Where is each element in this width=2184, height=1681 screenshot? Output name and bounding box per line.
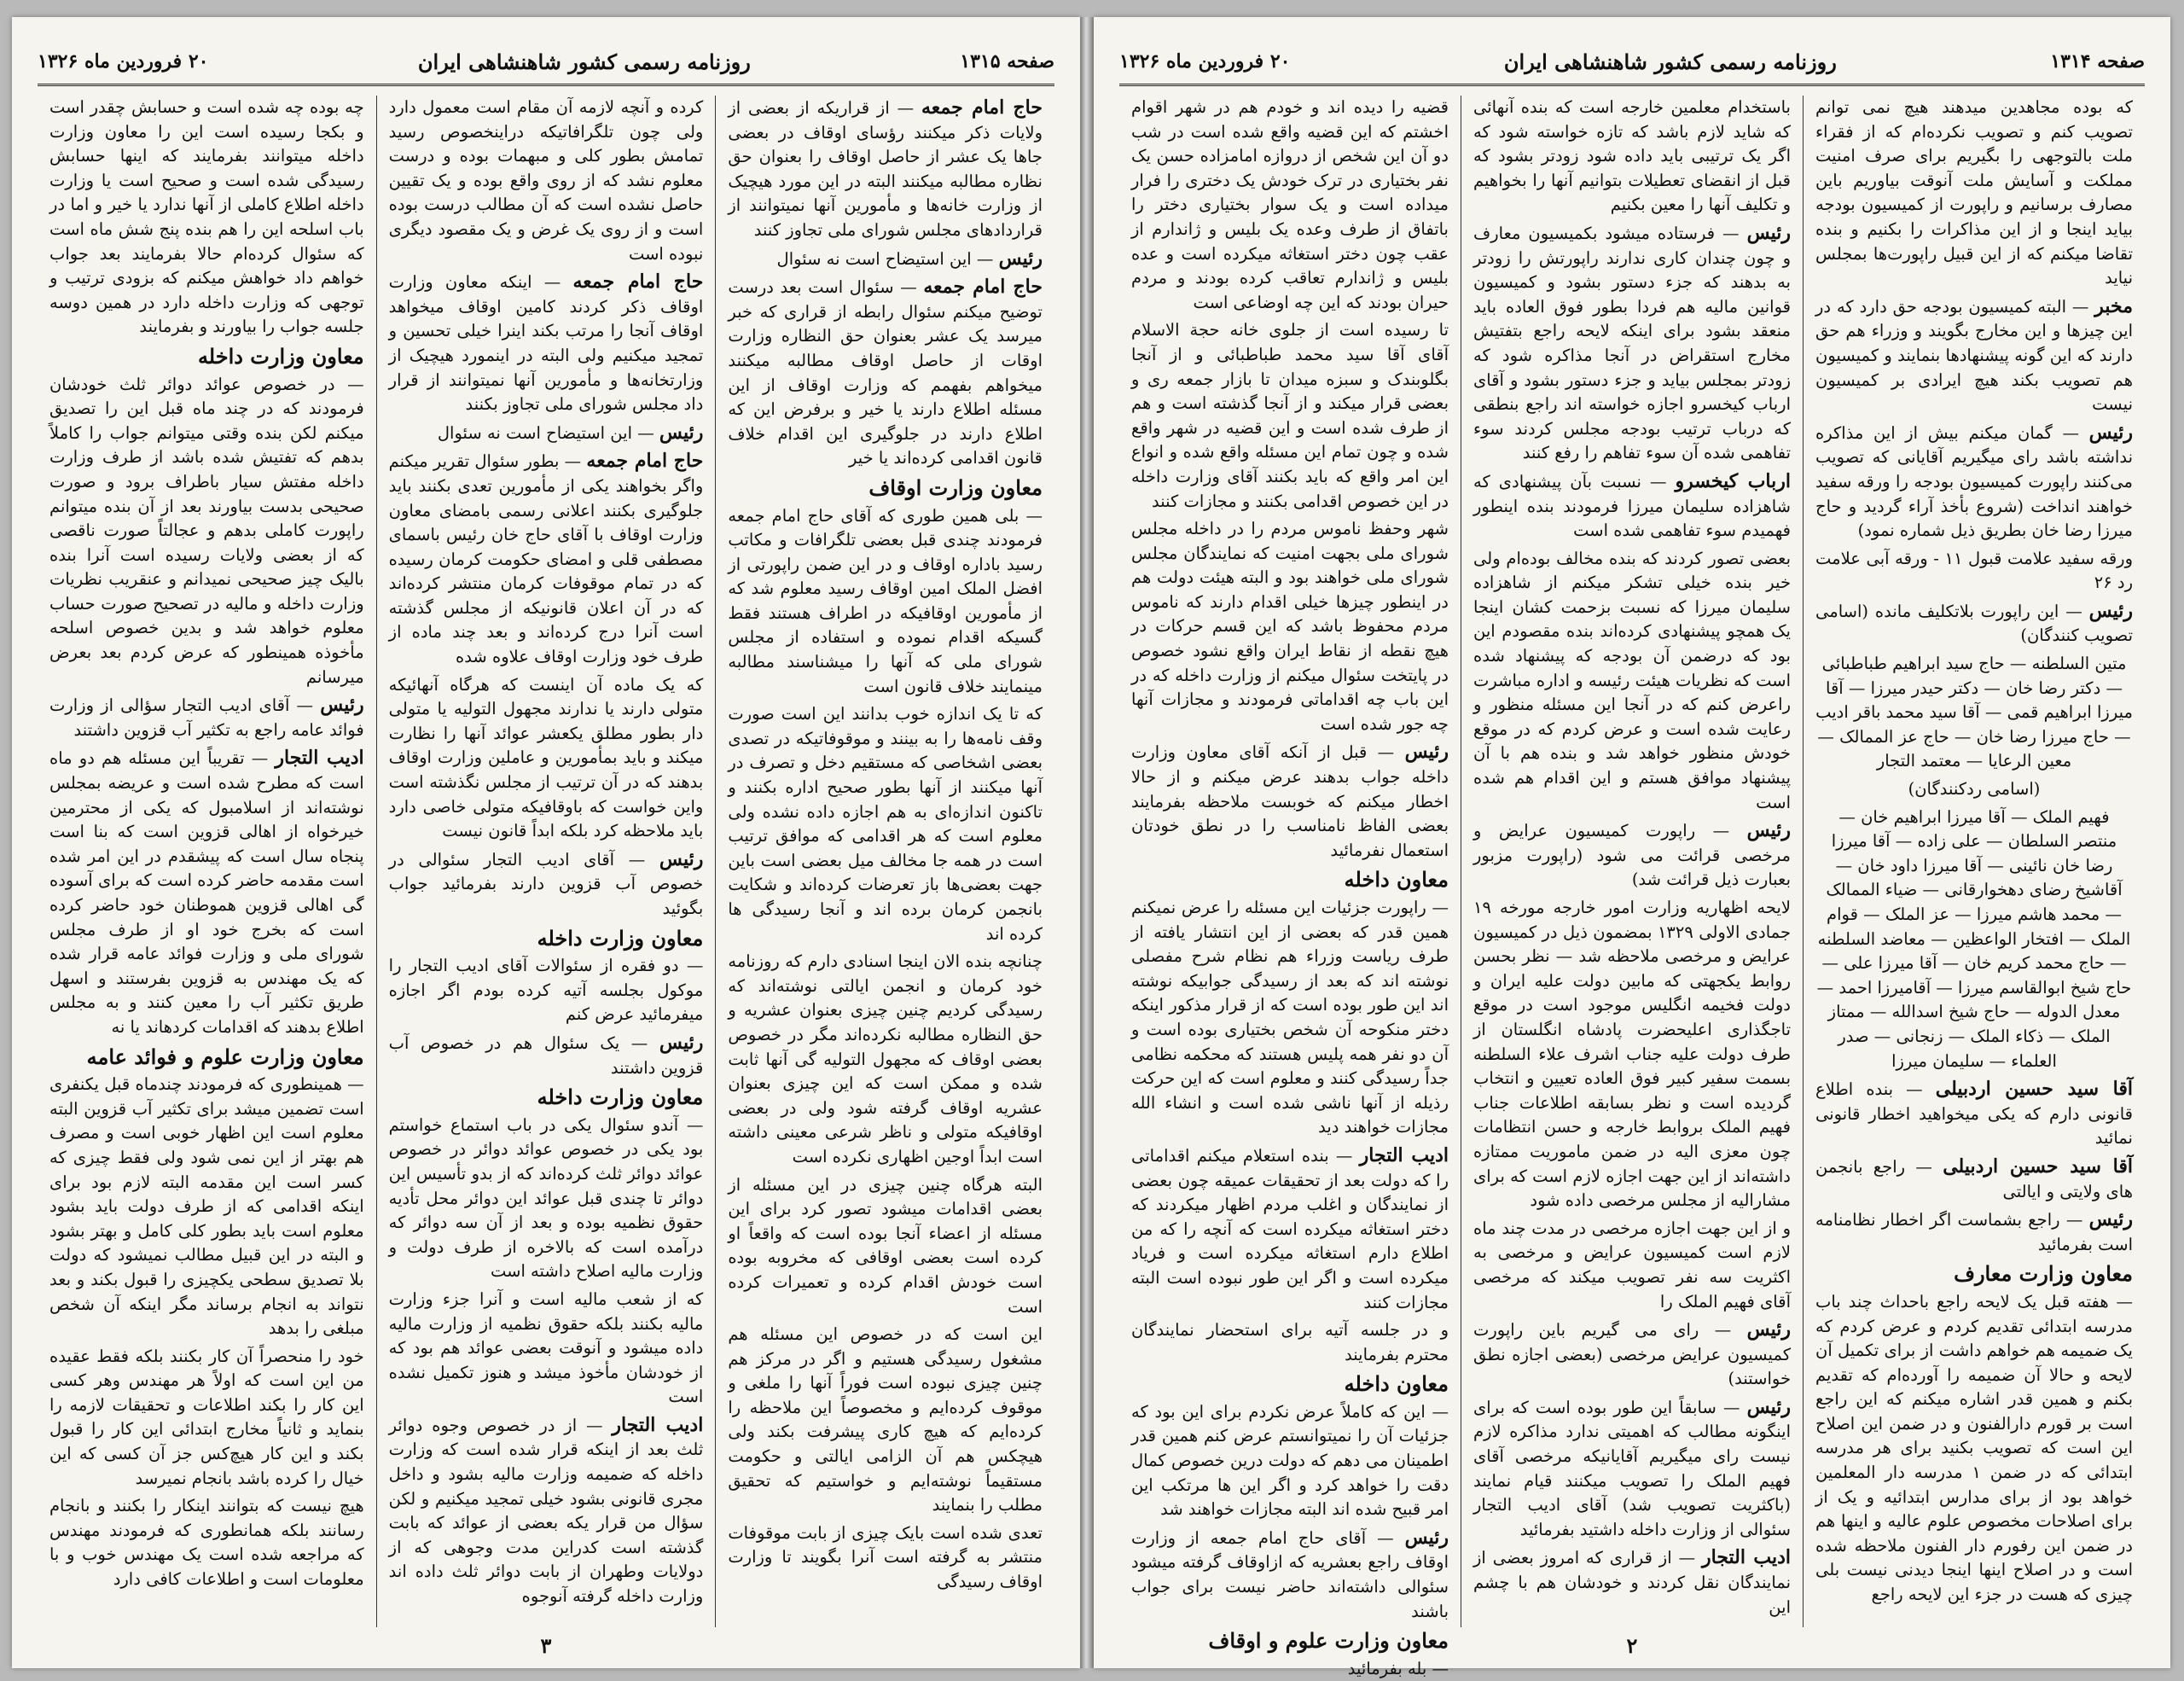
- paragraph-text: — آقای حاج امام جمعه از وزارت اوقاف راجع بعشریه که ازاوقاف گرفته میشود سئوالی داشته‌اند حاضر نیست برای جواب باشند: [1131, 1527, 1449, 1621]
- paragraph: [1815, 421, 2133, 544]
- section-heading: [1815, 1262, 2133, 1287]
- section-heading: [389, 927, 704, 951]
- paragraph-text: — قبل از آنکه آقای معاون وزارت داخله جواب بدهند عرض میکنم و از حالا اخطار میکنم که خوبست ملاحظه بفرمایند بعضی الفاظ نامناسب را در نطق خودتان استعمال نفرمائید: [1131, 742, 1449, 860]
- paragraph: [1473, 1545, 1791, 1620]
- paragraph-text: — در خصوص عوائد دوائر ثلث خودشان فرمودند که در چند ماه قبل این را تصدیق میکنم لکن بنده وقتی میتوانم جواب را کاملاً بدهم که تفتیش شده باشد از طرف وزارت داخله مفتش سیار باطراف برود و صورت صحیحی بدست بیاورند بعد از آن بنده میتوانم راپورت کاملی بدهم و عجالتاً صورت ناقصی که از بعضی ولایات رسیده است آنرا بنده بالیک چیز صحیحی نمیدانم و عنقریب نظریات وزارت داخله و مالیه در تصحیح صورت حساب معلوم خواهد شد و بدین خصوص اسلحه مأخوذه همینطور که عرض کردم بعد بعرض میرسانم: [49, 374, 364, 687]
- right-col-3: [1119, 96, 1461, 1678]
- heading-text: معاون وزارت داخله: [537, 925, 704, 951]
- left-page-columns: [38, 96, 1054, 1627]
- paragraph: [1473, 547, 1791, 816]
- paragraph-text: — آقای ادیب التجار سؤالی از وزارت فوائد عامه راجع به تکثیر آب قزوین داشتند: [49, 695, 364, 740]
- paragraph: [1131, 96, 1449, 315]
- paragraph-text: که از شعب مالیه است و آنرا جزء وزارت مالیه بکنند بلکه حقوق نظمیه از وزارت مالیه داده میشود و آنوقت بعضی عوائد هم بود که از خودشان مأخوذ میشد و هنوز تکمیل نشده است: [388, 1288, 704, 1407]
- paragraph-text: — راجع بشماست اگر اخطار نظامنامه است بفرمائید: [1815, 1210, 2133, 1254]
- heading-text: معاون وزارت داخله: [197, 343, 364, 369]
- speaker-name: رئیس: [998, 247, 1043, 270]
- paragraph-text: — این استیضاح است نه سئوال: [776, 248, 999, 269]
- speaker-name: رئیس: [659, 847, 704, 870]
- paragraph-text: — از قراریکه از بعضی از ولایات ذکر میکنند رؤسای اوقاف در بعضی جاها یک عشر از حاصل اوقاف را بعنوان حق نظاره مطالبه میکنند البته در این مورد هیچیک از وزارت خانه‌ها و مأمورین آنها نمیتوانند از قراردادهای مجلس شورای ملی تجاوز کنند: [728, 98, 1043, 240]
- section-heading: [1131, 868, 1449, 893]
- names-text: متین السلطنه — حاج سید ابراهیم طباطبائی — دکتر رضا خان — دکتر حیدر میرزا — آقا میرزا ابراهیم قمی — آقا سید محمد باقر ادیب — حاج میرزا رضا خان — حاج عز الممالک — معین الرعایا — معتمد التجار: [1815, 654, 2133, 771]
- right-page-columns: [1119, 96, 2145, 1678]
- speaker-name: رئیس: [1746, 221, 1791, 244]
- paragraph: [1473, 1395, 1791, 1543]
- speaker-name: رئیس: [659, 1031, 704, 1054]
- section-heading: [389, 1085, 704, 1110]
- paragraph-text: و در جلسه آتیه برای استحضار نمایندگان محترم بفرمایند: [1131, 1320, 1449, 1364]
- paragraph: [49, 746, 364, 1039]
- paragraph: [1815, 599, 2133, 649]
- paragraph: [389, 847, 704, 922]
- speaker-name: رئیس: [1746, 1318, 1791, 1341]
- paragraph: [728, 1521, 1043, 1595]
- paragraph-text: — نسبت بآن پیشنهادی که شاهزاده سلیمان میرزا فرمودند بنده اینطور فهمیدم سوء تفاهمی شده است: [1473, 471, 1791, 541]
- paragraph-text: — این راپورت بلاتکلیف مانده (اسامی تصویب کنندگان): [1815, 601, 2133, 646]
- paragraph-text: — آقای ادیب التجار سئوالی در خصوص آب قزوین دارند بفرمائید جواب بگوئید: [388, 849, 704, 918]
- paragraph: [1473, 221, 1791, 466]
- paragraph-text: — از در خصوص وجوه دوائر ثلث بعد از اینکه قرار شده است که وزارت داخله که ضمیمه وزارت مالیه بشود و داخل مجری قانونی بشود خیلی تمجید میکنیم و لکن سؤال من قرار یکه بعضی از عوائد که بابت گذشته است کدراین مدت وجوهی که از دولایات وطهران از بابت دوائر ثلث داده اند وزارت داخله گرفته آنوجوه: [388, 1415, 704, 1607]
- left-col-3: [38, 96, 377, 1627]
- heading-text: معاون وزارت معارف: [1954, 1261, 2133, 1287]
- name-list: [1815, 652, 2133, 774]
- paragraph-text: — اینکه معاون وزارت اوقاف ذکر کردند کامین اوقاف میخواهد اوقاف آنجا را مرتب بکند اینرا خیلی تحسین و تمجید میکنیم ولی البته در اینمورد هیچیک از وزارتخانه‌ها و مأمورین آنها نمیتوانند از قرار داد مجلس شورای ملی تجاوز بکنند: [388, 272, 704, 415]
- paragraph: [728, 247, 1043, 272]
- paragraph-text: — راپورت کمیسیون عرایض و مرخصی قرائت می شود (راپورت مزبور بعبارت ذیل قرائت شد): [1473, 821, 1791, 890]
- paragraph: [389, 1114, 704, 1284]
- paragraph: [1131, 318, 1449, 514]
- paragraph: [49, 1345, 364, 1492]
- speaker-name: حاج امام جمعه: [572, 270, 704, 294]
- speaker-name: ادیب التجار: [1359, 1143, 1449, 1166]
- paragraph-text: لایحه اظهاریه وزارت امور خارجه مورخه ۱۹ جمادی الاولی ۱۳۲۹ بمضمون ذیل در کمیسیون عرایض و مرخصی ملاحظه شد — نظر بحسن روابط یکجهتی که مابین دولت علیه ایران و دولت فخیمه انگلیس موجود است در موقع تاجگذاری اعلیحضرت پادشاه انگلستان از طرف دولت علیه جناب اشرف علاء السلطنه بسمت سفیر کبیر فوق العاده تعیین و انتخاب گردیده است و نظر بسابقه اطلاعات جناب فهیم الملک بروابط خارجه و حسن انتظامات چون معزی الیه در ضمن ماموریت ممتازه داشته‌اند از این جهت اجازه لازم است که برای مشارالیه از مجلس مرخصی داده شود: [1473, 898, 1791, 1211]
- paragraph-text: — راجع بانجمن های ولایتی و ایالتی: [1815, 1156, 2133, 1201]
- paragraph: [1131, 1143, 1449, 1315]
- speaker-name: رئیس: [1746, 819, 1791, 842]
- paragraph: [389, 673, 704, 844]
- left-header-date: ۲۰ فروردین ماه ۱۳۲۶: [38, 50, 209, 73]
- paragraph: [1131, 517, 1449, 736]
- paragraph: [1815, 1290, 2133, 1608]
- left-page-number: ۳: [540, 1633, 552, 1658]
- paragraph-text: — تقریباً این مسئله هم دو ماه است که مطرح شده است و عریضه بمجلس نوشته‌اند از اسلامبول که یکی از محترمین خیرخواه از اهالی قزوین است که بنا است پنجاه سال است که پیشقدم در این امر شده است مقدمه حاضر کرده است که برای آسوده گی اهالی قزوین هموطنان خود حاضر کرده است که بخرج خود او از طرف مجلس شورای ملی و وزارت فوائد عامه قرار شده که یک مهندس به قزوین بفرستند و اسهل طریق تکثیر آب را معین کنند و به مجلس اطلاع بدهند که اقدامات کردهاند یا نه: [49, 748, 364, 1037]
- speaker-name: رئیس: [2088, 599, 2133, 622]
- paragraph-text: تعدی شده است بایک چیزی از بابت موقوفات منتشر به گرفته است آنرا بگویند تا وزارت اوقاف رسیدگی: [728, 1522, 1043, 1592]
- left-col-1: [716, 96, 1054, 1627]
- paragraph: [728, 1323, 1043, 1518]
- name-list: [1815, 806, 2133, 1074]
- paragraph: [49, 1494, 364, 1591]
- paragraph: [1815, 1155, 2133, 1204]
- paragraph-text: که یک ماده آن اینست که هرگاه آنهائیکه متولی دارند یا ندارند مجهول التولیه یا متولی دار بطور مطلق یکعشر عوائد آنها را نظارت میکند و باید بمأمورین و عاملین وزارت اوقاف بدهند که در آن ترتیب از مجلس نگذشته است واین خواست که باوقافیکه متولی خاصی دارد باید ملاحظه کرد بلکه ابداً قانون نیست: [388, 674, 704, 841]
- paragraph: [728, 96, 1043, 243]
- paragraph-text: هیچ نیست که بتوانند اینکار را بکنند و بانجام رسانند بلکه همانطوری که فرمودند مهندس که مراجعه شده است یک مهندس خوب و با معلومات است و اطلاعات کافی دارد: [49, 1496, 364, 1590]
- right-page: [1094, 17, 2170, 1678]
- speaker-name: رئیس: [320, 694, 364, 717]
- right-header-page-label: صفحه ۱۳۱۴: [2050, 50, 2145, 73]
- paragraph-text: — هفته قبل یک لایحه راجع باحداث چند باب مدرسه ابتدائی تقدیم کردم و عرض کردم که یک ضمیمه هم خواهم داشت از برای تکمیل آن لایحه و حالا آن ضمیمه را آورده‌ام که تقدیم بکنم و همین قدر اشاره میکنم که این راجع است بر قورم دارالفنون و در ضمن این اصلاح این است که تصویب بکنید برای هر مدرسه ابتدائی که در ضمن ۱ مدرسه دار المعلمین خواهد بود از برای مدارس ابتدائیه و یک از برای اصلاحات مخصوص علوم عالیه و اینها هم در ضمن این رفورم دار الفنون ملاحظه شده است و در اصلاح اینها اینجا دیدنی نیست بلی چیزی که هست در جزء این لایحه راجع: [1815, 1291, 2133, 1605]
- paragraph-text: چه بوده چه شده است و حسابش چقدر است و بکجا رسیده است این را معاون وزارت داخله میتوانند بفرمایند که اینها حسابش رسیدگی شده است و صحیح است یا وزارت داخله اطلاع کاملی از آنها ندارد یا خیر و اما در باب اسلحه این را هم بنده پنج شش ماه است که سئوال کرده‌ام حالا بفرمایند بعد جواب خواهم داد خواهش میکنم که بزودی ترتیب و توجهی که وزارت داخله دارد در همین دوسه جلسه جواب را بیاورند و بفرمایند: [49, 97, 364, 337]
- paragraph: [1473, 1217, 1791, 1314]
- right-header-date: ۲۰ فروردین ماه ۱۳۲۶: [1119, 50, 1291, 73]
- paragraph-text: — این استیضاح است نه سئوال: [437, 422, 659, 443]
- left-col-2: [377, 96, 717, 1627]
- heading-text: معاون وزارت داخله: [537, 1085, 704, 1110]
- paragraph-text: تا رسیده است از جلوی خانه حجة الاسلام آقای آقا سید محمد طباطبائی و از آنجا بگلوبندک و سبزه میدان تا بازار جمعه ری و بعضی قرار میکند و از آنجا گذشته است و هم از طرف شده است و این قضیه در شهر واقع شده و چون تمام این مسئله واقع شده و انواع این امر واقع که باید بکنند آقای وزارت داخله در این خصوص اقدامی بکنند و مجازات کنند: [1131, 320, 1449, 511]
- paragraph: [1131, 1657, 1449, 1681]
- paragraph: [1131, 1318, 1449, 1367]
- paragraph-text: — سابقاً این طور بوده است که برای اینگونه مطالب که اهمیتی ندارد مذاکره لازم نیست رای میگیریم آقایانیکه مرخصی آقای فهیم الملک را تصویب میکنند قیام نمایند (باکثریت تصویب شد) آقای ادیب التجار سئوالی از وزارت داخله داشتید بفرمائید: [1473, 1397, 1791, 1539]
- paragraph: [389, 1031, 704, 1080]
- paragraph-text: — این که کاملاً عرض نکردم برای این بود که جزئیات آن را نمیتوانستم عرض کنم همین قدر اطمینان می دهم که دولت درین خصوص کمال دقت را خواهد کرد و اگر این ها مرتکب این امر قبیح شده اند البته مجازات خواهند شد: [1131, 1401, 1449, 1520]
- section-heading: [49, 1045, 364, 1070]
- section-heading: [49, 345, 364, 369]
- paragraph-text: — آندو سئوال یکی در باب استماع خواستم بود یکی در خصوص عوائد دوائر در خصوص عوائد دوائر ثلث کرده‌اند که از بدو تأسیس این دوائر تا چندی قبل عوائد این دوائر محل تأدیه حقوق نظمیه بوده و بعد از آن سه دوائر که درآمده است که بالاخره از طرف دولت و وزارت مالیه اصلاح داشته است: [388, 1114, 704, 1282]
- speaker-name: آقا سید حسین اردبیلی: [1943, 1155, 2133, 1178]
- heading-text: معاون داخله: [1344, 867, 1449, 893]
- left-page-header: [38, 44, 1054, 86]
- paragraph-text: شهر وحفظ ناموس مردم را در داخله مجلس شورای ملی بجهت امنیت که نمایندگان مجلس شورای ملی خواهند بود و البته هیئت دولت هم در اینطور چیزها خیلی اقدام دارند که ناموس مردم محفوظ باشد که این قسم حرکات در هیچ نقطه از نقاط ایران واقع نشود خصوص در پایتخت سئوال میکنم از وزارت داخله که در این باب چه اقداماتی فرمودند و مجازات آنها چه جور شده است: [1131, 519, 1449, 734]
- speaker-name: ادیب التجار: [1702, 1546, 1791, 1569]
- paragraph: [389, 421, 704, 446]
- paragraph: [389, 96, 704, 266]
- paragraph: [49, 96, 364, 340]
- paragraph: [49, 693, 364, 742]
- speaker-name: ادیب التجار: [612, 1413, 704, 1436]
- heading-text: معاون داخله: [1344, 1371, 1449, 1397]
- paragraph: [1473, 818, 1791, 893]
- paragraph-text: و از این جهت اجازه مرخصی در مدت چند ماه لازم است کمیسیون عرایض و مرخصی به اکثریت سه نفر تصویب میکند که مرخصی آقای فهیم الملک را: [1473, 1218, 1791, 1312]
- paragraph-text: چنانچه بنده الان اینجا اسنادی دارم که روزنامه خود کرمان و انجمن ایالتی نوشته‌اند که رسیدگی کردیم چنین چیزی بعنوان عشریه و حق النظاره مطالبه نکرده‌اند مگر در خصوص بعضی اوقاف که مجهول التولیه گی آنها ثابت شده و ممکن است که این چیزی بعنوان عشریه اوقاف گرفته شود ولی در بعضی اوقافیکه متولی و ناظر شرعی معینی داشته است ابداً اوجین اظهاری نکرده است: [728, 951, 1043, 1166]
- paragraph-text: — رای می گیریم باین راپورت کمیسیون عرایض مرخصی (بعضی اجازه نطق خواستند): [1473, 1320, 1791, 1389]
- paragraph: [389, 1413, 704, 1609]
- paragraph-text: ورقه سفید علامت قبول ۱۱ - ورقه آبی علامت رد ۲۶: [1815, 548, 2133, 593]
- heading-text: معاون وزارت علوم و فوائد عامه: [86, 1044, 364, 1069]
- speaker-name: رئیس: [1404, 741, 1449, 764]
- paragraph-text: — بنده اطلاع قانونی دارم که یکی میخواهید اخطار قانونی نمائید: [1815, 1079, 2133, 1149]
- paragraph-text: — فرستاده میشود بکمیسیون معارف و چون چندان کاری ندارند راپورتش را زودتر به بدهند که جزء دستور بشود و کمیسیون قوانین مالیه هم فردا بطور فوق العاده باید منعقد بشود برای اینکه لایحه راجع بتفتیش مخارج استقراض در آنجا مذاکره شود که زودتر بمجلس بیاید و جزء دستور بشود و آقای ارباب کیخسرو اجازه خواسته اند راجع بنطقی که درباب ترتیب بودجه مجلس کردند سوء تفاهمی شده آن سوء تفاهم را رفع کنند: [1473, 223, 1791, 463]
- paragraph: [49, 373, 364, 690]
- paragraph-text: — دو فقره از سئوالات آقای ادیب التجار را موکول بجلسه آتیه کرده بودم اگر اجازه میفرمائید عرض کنم: [388, 956, 704, 1025]
- paragraph: [1815, 1207, 2133, 1257]
- paragraph: [728, 950, 1043, 1169]
- names-text: (اسامی ردکنندگان): [1908, 779, 2041, 800]
- paragraph-text: این است که در خصوص این مسئله هم مشغول رسیدگی هستیم و اگر در مرکز هم چنین چیزی نبوده است فوراً آنها را ملغی و موقوف کرده‌ایم و مخصوصاً این ملاحظه را کرده‌ایم که هیچ کاری پیشرفت بکند ولی هیچکس هم آن الزامی ایالتی و حکومت مستقیماً نوشته‌ایم و خواستیم که تحقیق مطلب را بنمایند: [728, 1324, 1043, 1515]
- paragraph-text: کرده و آنچه لازمه آن مقام است معمول دارد ولی چون تلگرافاتیکه دراینخصوص رسید تمامش بطور کلی و مبهمات بوده و درست معلوم نشد که از روی واقع بوده و یک تقیین حاصل نشده است که آن مطالب درست بوده است و از روی یک غرض و یک مقصود دیگری نبوده است: [388, 97, 704, 264]
- speaker-name: ادیب التجار: [275, 747, 364, 770]
- binding-gutter: [1080, 17, 1094, 1668]
- heading-text: معاون وزارت علوم و اوقاف: [1208, 1628, 1449, 1654]
- paragraph-text: — یک سئوال هم در خصوص آب قزوین داشتند: [388, 1032, 704, 1078]
- paragraph: [1131, 896, 1449, 1140]
- paragraph: [728, 702, 1043, 946]
- paragraph-text: — البته کمیسیون بودجه حق دارد که در این چیزها و این مخارج بگویند و وزراء هم حق دارند که این گونه پیشنهادها بنمایند و کمیسیون هم تصویب بکند هیچ ایرادی بر کمیسیون نیست: [1815, 296, 2133, 415]
- paragraph: [389, 449, 704, 669]
- section-heading: [1131, 1372, 1449, 1397]
- speaker-name: مخبر: [2094, 294, 2133, 317]
- paragraph: [389, 270, 704, 417]
- speaker-name: رئیس: [2088, 421, 2133, 444]
- speaker-name: حاج امام جمعه: [921, 96, 1043, 119]
- speaker-name: رئیس: [1404, 1526, 1449, 1549]
- paragraph: [389, 1288, 704, 1410]
- paragraph: [1815, 294, 2133, 417]
- paragraph-text: — بنده استعلام میکنم اقداماتی را که دولت بعد از تحقیقات عمیقه چون بعضی از نمایندگان و اغلب مردم اظهار میکردند که دختر استغاثه میکرده است که آنچه را که من اطلاع دارم استغاثه میکرده است و فریاد میکرده است و اگر این طور نبوده است البته مجازات کنند: [1131, 1145, 1449, 1312]
- paragraph: [1473, 469, 1791, 544]
- paragraph-text: — از قراری که امروز بعضی از نمایندگان نقل کردند و خودشان هم با چشم این: [1473, 1548, 1791, 1617]
- paragraph-text: باستخدام معلمین خارجه است که بنده آنهائی که شاید لازم باشد که تازه خواسته شود که اگر یک ترتیبی باید داده شود زودتر بشود که قبل از انقضای تعطیلات بتوانیم آنها را بخواهیم و تکلیف آنها را معین بکنیم: [1473, 97, 1791, 215]
- speaker-name: حاج امام جمعه: [586, 450, 704, 473]
- paragraph-text: — راپورت جزئیات این مسئله را عرض نمیکنم همین قدر که بعضی از این انتشار یافته از طرف ریاست وزراء هم نظام شرح مفصلی نوشته اند که بعد از رسیدگی جوابیکه نوشته اند این طور بوده است که از قرار مذکور اینکه دختر منکوحه آن شخص بختیاری بوده است و آن دو نفر همه پلیس هستند که محکمه نظامی جداً رسیدگی کنند و معلوم است که این حرکت رذیله از آنها ناشی شده است و انشاء الله مجازات خواهند دید: [1131, 898, 1449, 1137]
- right-page-number: ۲: [1626, 1633, 1638, 1658]
- paragraph: [1131, 740, 1449, 863]
- paragraph: [728, 275, 1043, 471]
- speaker-name: ارباب کیخسرو: [1675, 469, 1791, 492]
- paragraph: [1473, 1317, 1791, 1392]
- speaker-name: حاج امام جمعه: [923, 276, 1043, 299]
- paragraph: [49, 1073, 364, 1341]
- paragraph-text: — گمان میکنم بیش از این مذاکره نداشته باشد رای میگیریم آقایانی که تصویب می‌کنند راپورت کمیسیون بودجه را ورقه سفید خواهند انداخت (شروع بأخذ آراء گردید و حاج میرزا رضا خان بطریق ذیل شماره نمود): [1815, 422, 2133, 541]
- paragraph: [1473, 896, 1791, 1213]
- left-page: [12, 17, 1080, 1668]
- right-col-2: [1461, 96, 1804, 1627]
- paragraph: [1815, 547, 2133, 596]
- paragraph-text: بعضی تصور کردند که بنده مخالف بوده‌ام ولی خیر بنده خیلی تشکر میکنم از شاهزاده سلیمان میرزا که نسبت بزحمت کشان اینجا یک همچو پیشنهادی کرده‌اند بنده مقصودم این بود که درضمن آن بودجه که پیشنهاد شده است که نظریات هیئت رئیسه و اداره مباشرت راعرض کنم که در آنجا این مسئله منظور و رعایت شده است و عرض کردم که در موقع خودش منظور خواهد شد و بنده هم با آن پیشنهاد موافق هستم و این اقدام هم شده است: [1472, 548, 1791, 812]
- paragraph-text: — بطور سئوال تقریر میکنم واگر بخواهند یکی از مأمورین تعدی بکنند باید جلوگیری بکنند اعلانی رسمی بامضای معاون وزارت اوقاف با آقای حاج خان رئیس باسمای مصطفی قلی و امضای حکومت کرمان رسیده که در تمام موقوفات کرمان منتشر کرده‌اند که در آن اعلان قانونیکه از مجلس گذشته است آنرا درج کرده‌اند و بعد چند ماده از طرف خود وزارت اوقاف علاوه شده: [388, 451, 704, 667]
- paragraph-text: که تا یک اندازه خوب بدانند این است صورت وقف نامه‌ها را به بینند و موقوفاتیکه در تصدی بعضی اشخاصی که مستقیم دخل و تصرف در آنها میکنند از آنها بطور صحیح اداره بکنند و تاکنون اندازه‌ای به هم اجازه داده نشده ولی معلوم است که هر اقدامی که موافق ترتیب است در همه جا مخالف میل بعضی است باین جهت بعضی‌ها باز تعرضات کرده‌اند و شکایت بانجمن کرمان برده اند و آنجا رسیدگی ها کرده اند: [728, 704, 1043, 944]
- paragraph: [1473, 96, 1791, 218]
- heading-text: معاون وزارت اوقاف: [868, 474, 1043, 500]
- name-list: [1815, 777, 2133, 802]
- paragraph-text: — بلی همین طوری که آقای حاج امام جمعه فرمودند چندی قبل بعضی تلگرافات و مکاتب رسید باداره اوقاف و در این ضمن راپورتی از افضل الملک امین اوقاف رسید معلوم شد که از مأمورین اوقافیکه در اطراف هستند فقط گسیکه اقدام نموده و استفاده از مجلس شورای ملی که آنها را میشناسند مطالبه مینمایند خلاف قانون است: [728, 505, 1043, 696]
- speaker-name: رئیس: [659, 421, 704, 444]
- paragraph-text: — بله بفرمائید: [1347, 1658, 1449, 1678]
- paragraph: [1815, 1077, 2133, 1151]
- right-header-title: روزنامه رسمی کشور شاهنشاهی ایران: [1503, 49, 1837, 74]
- speaker-name: رئیس: [2088, 1208, 2133, 1231]
- paragraph-text: قضیه را دیده اند و خودم هم در شهر اقوام اخشتم که این قضیه واقع شده است در شب دو آن این شخص از دروازه امامزاده حسن یک نفر بختیاری در ترک خودش یک دختری را فرار میداده است و یک سوار بختیاری دختر را باتفاق از طرف وعده یک بلیس و ژاندارم از عقب چون دختر استغاثه میکرده است و عده بلیس و ژاندارم تعاقب کرده بودند و مردم حیران بودند که این چه اوضاعی است: [1131, 97, 1449, 312]
- paragraph-text: — همینطوری که فرمودند چندماه قبل یکنفری است تضمین میشد برای تکثیر آب قزوین البته معلوم است این اظهار خوبی است و مصرف هم بهتر از این نمی شود ولی فقط چیزی که کسر است این مقدمه البته لازم بود برای اینکه اقدامی که از طرف دولت باید بشود معلوم است باید بطور کلی کامل و بهتر بشود و البته در این قبیل مطالب نمیشود که دولت بلا تصدیق سطحی یکچیزی را قبول بکند و بعد نتواند به انجام برساند مگر اینکه آن شخص مبلغی را بدهد: [49, 1074, 364, 1339]
- left-header-title: روزنامه رسمی کشور شاهنشاهی ایران: [417, 49, 751, 74]
- left-header-page-label: صفحه ۱۳۱۵: [960, 50, 1054, 73]
- paragraph-text: — سئوال است بعد درست توضیح میکنم سئوال رابطه از قراری که خبر میرسد یک عشر بعنوان حق النظاره وزارت اوقات از حاصل اوقاف مطالبه میکنند میخواهم بفهمم که وزارت اوقاف از این مسئله اطلاع دارند یا خیر و برفرض این که اطلاع دارند در جلوگیری این اقدام خلاف قانون اقدامی کرده‌اند یا خیر: [728, 277, 1043, 468]
- names-text: فهیم الملک — آقا میرزا ابراهیم خان — منتصر السلطان — علی زاده — آقا میرزا رضا خان نائینی — آقا میرزا داود خان — آقاشیخ رضای دهخوارقانی — ضیاء الممالک — محمد هاشم میرزا — عز الملک — قوام الملک — افتخار الواعظین — معاضد السلطنه — حاج محمد کریم خان — آقا میرزا علی — حاج شیخ ابوالقاسم میرزا — آقامیرزا احمد — معدل الدوله — حاج شیخ اسدالله — ممتاز الملک — ذکاء الملک — زنجانی — صدر العلماء — سلیمان میرزا: [1816, 806, 2132, 1071]
- section-heading: [728, 476, 1043, 501]
- speaker-name: رئیس: [1746, 1395, 1791, 1418]
- speaker-name: آقا سید حسین اردبیلی: [1935, 1078, 2133, 1101]
- paragraph: [1131, 1400, 1449, 1522]
- paragraph-text: خود را منحصراً آن کار بکنند بلکه فقط عقیده من این است که اولاً هر مهندس وهر کسی این کار را بکند اطلاعات و تحقیقات لازمه را بنماید و ثانیاً مخارج ابتدائی این کار را قبول بکند و این کار هیچ‌کس جز آن کسی که این خیال را کرده باشد بانجام نمیرسد: [49, 1346, 364, 1488]
- paragraph: [728, 504, 1043, 700]
- paragraph: [389, 954, 704, 1027]
- paragraph: [1815, 96, 2133, 291]
- paragraph-text: که بوده مجاهدین میدهند هیچ نمی توانم تصویب کنم و تصویب نکرده‌ام که از فقراء ملت بالتوجهی را بگیریم برای صرف امنیت مملکت و آسایش ملت آنوقت بیاوریم باین مصارف برسانیم و راپورت از کمیسیون بودجه بیاید اینجا و از این مذاکرات را بکنیم و بنده تقاضا میکنم که از این قبیل راپورت‌ها بمجلس نیاید: [1815, 97, 2133, 288]
- paragraph-text: البته هرگاه چنین چیزی در این مسئله از بعضی اقدامات میشود تصور کرد برای این مسئله از اعضاء آنجا بوده است که واقعاً او کرده است بعضی اوقافی که مخروبه بوده است خودش اقدام کرده و تعمیرات کرده است: [728, 1174, 1043, 1317]
- paragraph: [1131, 1526, 1449, 1624]
- right-page-header: [1119, 44, 2145, 86]
- paragraph: [728, 1173, 1043, 1320]
- right-col-1: [1804, 96, 2145, 1627]
